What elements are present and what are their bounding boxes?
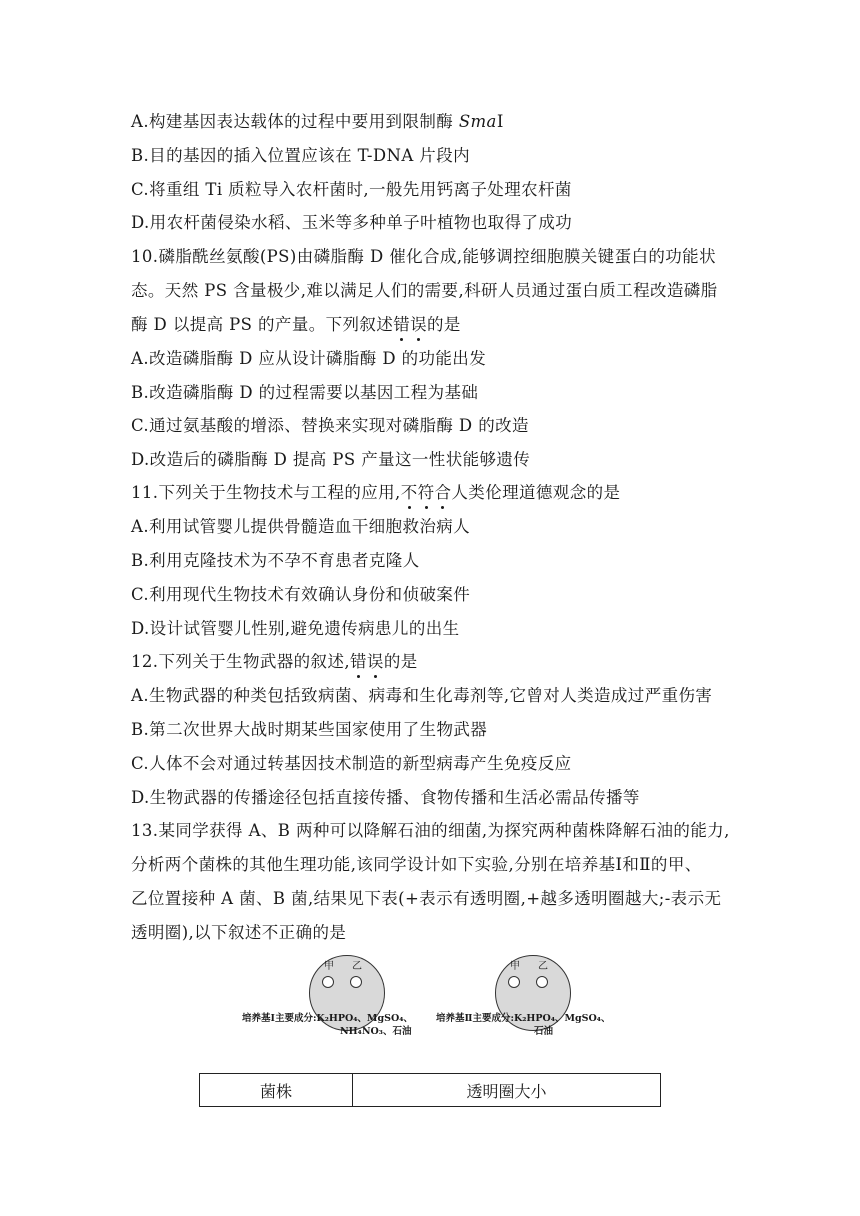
option-9a: A.构建基因表达载体的过程中要用到限制酶 SmaⅠ bbox=[131, 112, 504, 131]
table-header-row bbox=[200, 1074, 661, 1107]
question-13-line-3: 乙位置接种 A 菌、B 菌,结果见下表(+表示有透明圈,+越多透明圈越大;-表示无 bbox=[131, 889, 722, 908]
question-10-line-1: 10.磷脂酰丝氨酸(PS)由磷脂酶 D 催化合成,能够调控细胞膜关键蛋白的功能状 bbox=[131, 247, 716, 266]
result-table bbox=[199, 1073, 661, 1107]
medium-1-caption: 培养基Ⅰ主要成分:K₂HPO₄、MgSO₄、 NH₄NO₃、石油 bbox=[242, 1013, 413, 1037]
option-10b: B.改造磷脂酶 D 的过程需要以基因工程为基础 bbox=[131, 383, 479, 402]
dish-label-yi: 乙 bbox=[352, 961, 362, 972]
question-13-line-1: 13.某同学获得 A、B 两种可以降解石油的细菌,为探究两种菌株降解石油的能力, bbox=[131, 821, 730, 840]
option-10a: A.改造磷脂酶 D 应从设计磷脂酶 D 的功能出发 bbox=[131, 349, 487, 368]
question-12: 12.下列关于生物武器的叙述,错误的是 bbox=[131, 652, 418, 671]
dish-label-jia: 甲 bbox=[510, 961, 520, 972]
option-11c: C.利用现代生物技术有效确认身份和侦破案件 bbox=[131, 585, 471, 604]
medium-2-caption: 培养基Ⅱ主要成分:K₂HPO₄、MgSO₄、 石油 bbox=[436, 1013, 611, 1037]
option-11d: D.设计试管婴儿性别,避免遗传病患儿的出生 bbox=[131, 619, 460, 638]
emphasis-word: 错误 bbox=[350, 652, 384, 671]
question-13-line-4: 透明圈),以下叙述不正确的是 bbox=[131, 923, 347, 942]
inoculation-hole-yi bbox=[536, 976, 548, 988]
option-11b: B.利用克隆技术为不孕不育患者克隆人 bbox=[131, 551, 420, 570]
emphasis-word: 不符合 bbox=[400, 483, 452, 502]
inoculation-hole-yi bbox=[350, 976, 362, 988]
inoculation-hole-jia bbox=[508, 976, 520, 988]
question-11: 11.下列关于生物技术与工程的应用,不符合人类伦理道德观念的是 bbox=[131, 483, 621, 502]
option-12a: A.生物武器的种类包括致病菌、病毒和生化毒剂等,它曾对人类造成过严重伤害 bbox=[131, 686, 713, 705]
option-9c: C.将重组 Ti 质粒导入农杆菌时,一般先用钙离子处理农杆菌 bbox=[131, 180, 572, 199]
dish-label-yi: 乙 bbox=[538, 961, 548, 972]
culture-dish-figure bbox=[240, 955, 620, 1035]
dish-label-jia: 甲 bbox=[324, 961, 334, 972]
option-9b: B.目的基因的插入位置应该在 T-DNA 片段内 bbox=[131, 146, 470, 165]
inoculation-hole-jia bbox=[322, 976, 334, 988]
option-12d: D.生物武器的传播途径包括直接传播、食物传播和生活必需品传播等 bbox=[131, 788, 640, 807]
option-10c: C.通过氨基酸的增添、替换来实现对磷脂酶 D 的改造 bbox=[131, 416, 529, 435]
question-10-line-3: 酶 D 以提高 PS 的产量。下列叙述错误的是 bbox=[131, 315, 461, 334]
question-10-line-2: 态。天然 PS 含量极少,难以满足人们的需要,科研人员通过蛋白质工程改造磷脂 bbox=[131, 281, 718, 300]
option-9d: D.用农杆菌侵染水稻、玉米等多种单子叶植物也取得了成功 bbox=[131, 213, 573, 232]
emphasis-word: 错误 bbox=[393, 315, 428, 334]
question-13-line-2: 分析两个菌株的其他生理功能,该同学设计如下实验,分别在培养基Ⅰ和Ⅱ的甲、 bbox=[131, 855, 702, 874]
table-header-halo-size: 透明圈大小 bbox=[353, 1074, 661, 1107]
option-10d: D.改造后的磷脂酶 D 提高 PS 产量这一性状能够遗传 bbox=[131, 450, 531, 469]
option-12c: C.人体不会对通过转基因技术制造的新型病毒产生免疫反应 bbox=[131, 754, 572, 773]
option-12b: B.第二次世界大战时期某些国家使用了生物武器 bbox=[131, 720, 488, 739]
option-11a: A.利用试管婴儿提供骨髓造血干细胞救治病人 bbox=[131, 517, 471, 536]
table-header-strain: 菌株 bbox=[200, 1074, 353, 1107]
